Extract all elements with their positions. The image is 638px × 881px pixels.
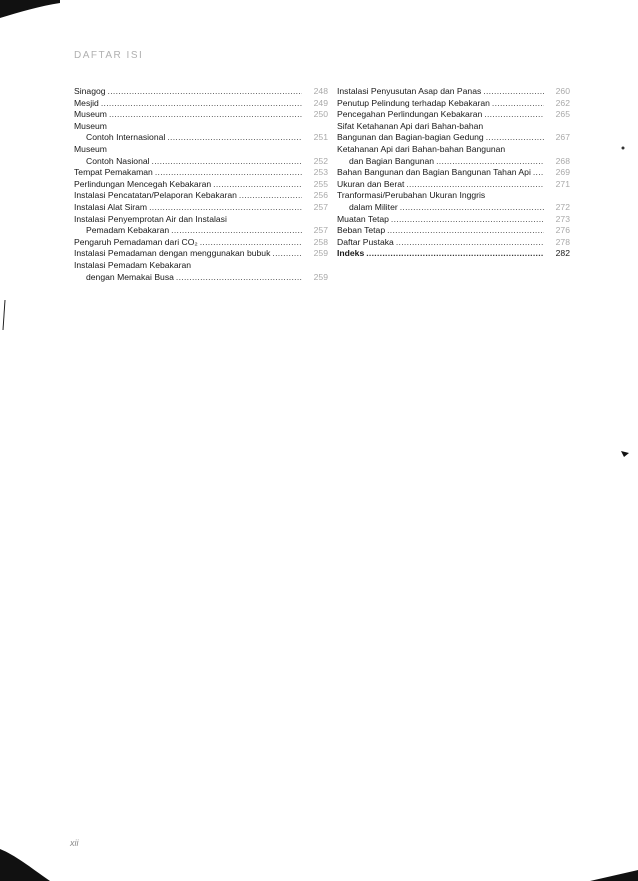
toc-entry-label: Pengaruh Pemadaman dari CO₂ — [74, 236, 198, 247]
toc-dot-leader — [176, 272, 302, 284]
toc-entry-label: Perlindungan Mencegah Kebakaran — [74, 178, 212, 189]
toc-entry — [337, 167, 570, 179]
toc-entry-label: Pencegahan Perlindungan Kebakaran — [337, 109, 483, 120]
toc-entry — [337, 156, 570, 168]
toc-dot-leader — [486, 132, 544, 144]
toc-dot-leader — [396, 237, 544, 249]
toc-entry — [74, 144, 328, 156]
toc-entry-label: Bangunan dan Bagian-bagian Gedung — [337, 132, 484, 143]
toc-entry-page: 255 — [313, 178, 328, 189]
footer-page-number: xii — [70, 838, 79, 848]
toc-entry — [337, 132, 570, 144]
toc-entry — [74, 156, 328, 168]
toc-entry-page: 282 — [555, 248, 570, 259]
toc-entry-page: 259 — [313, 248, 328, 259]
toc-entry-label: dalam Militer — [349, 201, 398, 212]
scan-corner-mark-top-left — [0, 0, 60, 20]
scan-edge-mark-left — [0, 300, 8, 330]
toc-entry — [74, 248, 328, 260]
toc-entry-page: 265 — [555, 109, 570, 120]
scan-corner-mark-bottom-left — [0, 845, 50, 881]
toc-entry — [337, 121, 570, 133]
toc-entry — [74, 98, 328, 110]
toc-entry-page: 271 — [555, 178, 570, 189]
toc-column-left — [74, 86, 328, 283]
toc-entry-label: Museum — [74, 109, 107, 120]
toc-entry-label: Ukuran dan Berat — [337, 178, 405, 189]
toc-entry — [337, 86, 570, 98]
toc-entry-label: Indeks — [337, 248, 365, 259]
toc-entry-label: Bahan Bangunan dan Bagian Bangunan Tahan Api — [337, 167, 531, 178]
toc-dot-leader — [400, 202, 544, 214]
toc-entry-page: 257 — [313, 225, 328, 236]
toc-entry — [337, 225, 570, 237]
toc-entry-label: dengan Memakai Busa — [86, 271, 174, 282]
toc-entry — [74, 225, 328, 237]
toc-entry-label: Contoh Nasional — [86, 155, 150, 166]
toc-dot-leader — [533, 167, 544, 179]
toc-entry-page: 252 — [313, 155, 328, 166]
toc-entry-page: 259 — [313, 271, 328, 282]
toc-entry-page: 250 — [313, 109, 328, 120]
toc-entry-label: Daftar Pustaka — [337, 236, 394, 247]
scan-speck-right-top — [620, 145, 626, 151]
toc-entry-label: Instalasi Pemadaman dengan menggunakan bubuk — [74, 248, 271, 259]
toc-entry — [74, 132, 328, 144]
toc-dot-leader — [171, 225, 302, 237]
toc-entry-label: Instalasi Pencatatan/Pelaporan Kebakaran — [74, 190, 237, 201]
toc-entry-page: 253 — [313, 167, 328, 178]
toc-dot-leader — [483, 86, 544, 98]
toc-entry — [337, 202, 570, 214]
toc-entry — [337, 179, 570, 191]
toc-entry-page: 278 — [555, 236, 570, 247]
toc-entry — [337, 109, 570, 121]
toc-entry-page: 256 — [313, 190, 328, 201]
toc-entry-label: Penutup Pelindung terhadap Kebakaran — [337, 97, 490, 108]
toc-entry-page: 262 — [555, 97, 570, 108]
toc-dot-leader — [387, 225, 544, 237]
toc-entry-page: 269 — [555, 167, 570, 178]
toc-dot-leader — [149, 202, 302, 214]
toc-entry — [74, 167, 328, 179]
toc-dot-leader — [366, 248, 544, 260]
toc-entry-label: Museum — [74, 120, 107, 131]
toc-entry — [74, 179, 328, 191]
toc-entry-label: Tempat Pemakaman — [74, 167, 153, 178]
toc-entry — [74, 121, 328, 133]
toc-entry — [337, 237, 570, 249]
toc-entry-label: Museum — [74, 143, 107, 154]
toc-entry — [74, 86, 328, 98]
scan-corner-mark-bottom-right — [590, 862, 638, 881]
toc-entry-page: 258 — [313, 236, 328, 247]
toc-entry-label: Mesjid — [74, 97, 99, 108]
toc-dot-leader — [155, 167, 302, 179]
toc-entry-page: 260 — [555, 86, 570, 96]
toc-entry — [74, 214, 328, 226]
toc-entry — [74, 260, 328, 272]
toc-entry — [74, 190, 328, 202]
toc-dot-leader — [200, 237, 302, 249]
page-title: DAFTAR ISI — [74, 50, 144, 61]
toc-dot-leader — [109, 109, 302, 121]
toc-dot-leader — [108, 86, 302, 98]
toc-dot-leader — [484, 109, 544, 121]
toc-entry-label: Sifat Ketahanan Api dari Bahan-bahan — [337, 120, 484, 131]
toc-dot-leader — [436, 156, 544, 168]
toc-entry — [337, 248, 570, 260]
toc-entry-label: Instalasi Pemadam Kebakaran — [74, 259, 192, 270]
toc-entry-label: Contoh Internasional — [86, 132, 166, 143]
toc-entry — [337, 190, 570, 202]
toc-dot-leader — [167, 132, 302, 144]
toc-entry-label: Instalasi Penyemprotan Air dan Instalasi — [74, 213, 227, 224]
toc-dot-leader — [101, 98, 302, 110]
toc-column-right — [337, 86, 570, 260]
toc-entry — [337, 144, 570, 156]
toc-entry — [337, 214, 570, 226]
toc-entry-label: Muatan Tetap — [337, 213, 389, 224]
scan-speck-right — [620, 448, 630, 458]
toc-entry-page: 276 — [555, 225, 570, 236]
toc-entry — [74, 237, 328, 249]
toc-dot-leader — [406, 179, 544, 191]
toc-entry-label: dan Bagian Bangunan — [349, 155, 435, 166]
toc-entry-page: 267 — [555, 132, 570, 143]
toc-dot-leader — [391, 214, 544, 226]
toc-entry-label: Pemadam Kebakaran — [86, 225, 170, 236]
toc-entry-page: 251 — [313, 132, 328, 143]
toc-dot-leader — [213, 179, 302, 191]
toc-entry — [74, 272, 328, 284]
toc-entry — [337, 98, 570, 110]
toc-entry-label: Instalasi Penyusutan Asap dan Panas — [337, 86, 482, 96]
toc-dot-leader — [152, 156, 302, 168]
toc-entry-label: Beban Tetap — [337, 225, 386, 236]
toc-entry-page: 268 — [555, 155, 570, 166]
toc-entry-page: 257 — [313, 201, 328, 212]
toc-dot-leader — [239, 190, 302, 202]
toc-entry-page: 272 — [555, 201, 570, 212]
toc-entry-label: Ketahanan Api dari Bahan-bahan Bangunan — [337, 143, 506, 154]
toc-dot-leader — [492, 98, 544, 110]
toc-entry-page: 249 — [313, 97, 328, 108]
toc-entry-label: Sinagog — [74, 86, 106, 96]
toc-entry-label: Tranformasi/Perubahan Ukuran Inggris — [337, 190, 486, 201]
toc-dot-leader — [272, 248, 302, 260]
toc-entry — [74, 202, 328, 214]
toc-entry — [74, 109, 328, 121]
toc-entry-page: 273 — [555, 213, 570, 224]
toc-entry-label: Instalasi Alat Siram — [74, 201, 148, 212]
toc-entry-page: 248 — [313, 86, 328, 96]
